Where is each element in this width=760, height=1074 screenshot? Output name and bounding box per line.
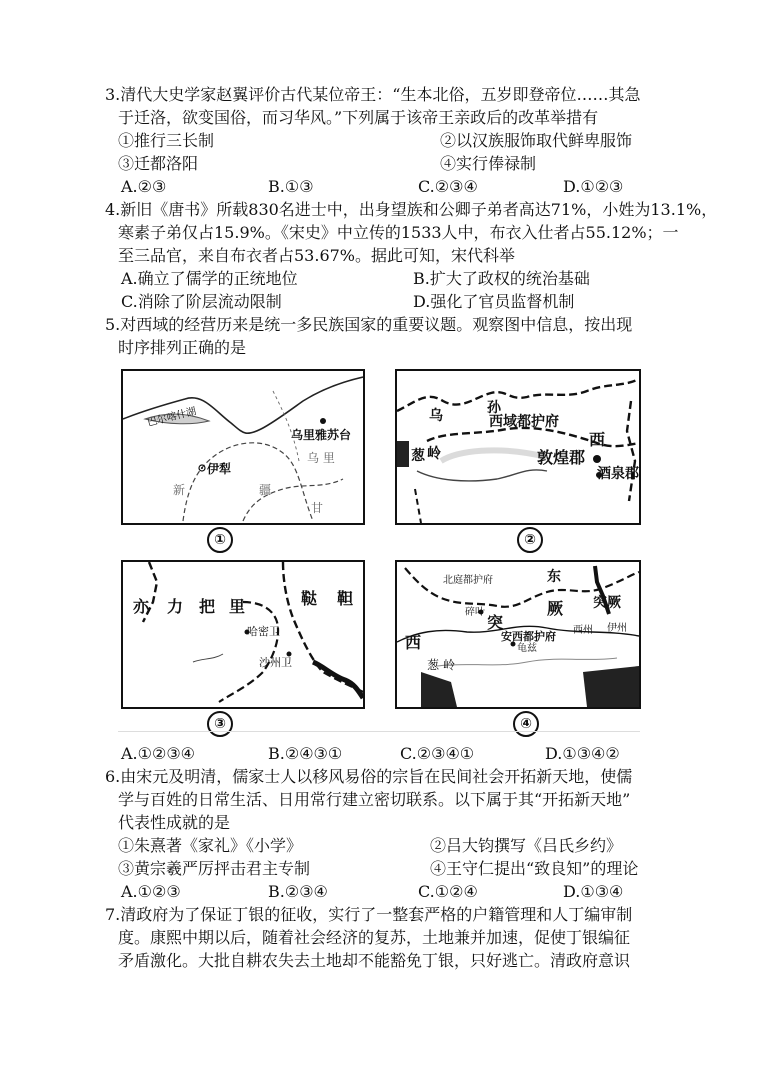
q5-stem-line-2: 时序排列正确的是 <box>118 338 247 357</box>
map-4-label-anxi: 安西都护府 <box>501 630 556 643</box>
map-3-wei-border <box>219 597 278 702</box>
q4-stem-line-3: 至三品官，来自布衣者占53.67%。据此可知，宋代科举 <box>118 246 516 265</box>
map-2-border-north <box>397 379 639 411</box>
q3-stem-line-2: 于迁洛，欲变国俗，而习华风。”下列属于该帝王亲政后的改革举措有 <box>118 108 599 127</box>
map-1-number: ① <box>207 527 233 553</box>
map-3-label-shazhou: 沙州卫 <box>259 656 292 669</box>
map-4-number: ④ <box>513 711 539 737</box>
q5-choice-a[interactable]: A.①②③④ <box>121 744 196 763</box>
map-2-label-sun: 孙 <box>487 400 501 416</box>
q5-choice-b[interactable]: B.②④③① <box>268 744 343 763</box>
q3-choice-a[interactable]: A.②③ <box>121 177 167 196</box>
map-1-label-jiang: 疆 <box>259 483 272 497</box>
q6-item-2: ②吕大钧撰写《吕氏乡约》 <box>430 836 623 855</box>
map-4-dark-region <box>421 672 457 707</box>
map-4-river <box>437 658 617 666</box>
q6-item-3: ③黄宗羲严厉抨击君主专制 <box>118 859 311 878</box>
map-3-label-da: 鞑 <box>301 589 318 608</box>
map-2-edge-mark <box>397 441 409 467</box>
q3-choice-d[interactable]: D.①②③ <box>563 177 624 196</box>
map-3-label-hami: 哈密卫 <box>247 625 280 638</box>
map-1-label-lake: 巴尔喀什湖 <box>146 406 198 429</box>
map-4-label-jue: 厥 <box>547 599 564 618</box>
map-2-label-xi: 西 <box>589 430 606 449</box>
map-1-region-line <box>243 479 343 521</box>
q6-choice-a[interactable]: A.①②③ <box>121 882 181 901</box>
q6-item-1: ①朱熹著《家礼》《小学》 <box>118 836 303 855</box>
map-2-border-south <box>415 489 421 523</box>
map-1-drawing <box>123 371 363 523</box>
map-2-label-protectorate: 西域都护府 <box>489 414 559 430</box>
map-4-label-xizhou: 西州 <box>573 625 593 636</box>
map-4-label-beiting: 北庭都护府 <box>443 575 493 586</box>
q6-stem-line-3: 代表性成就的是 <box>118 813 231 832</box>
map-3-number: ③ <box>207 711 233 737</box>
map-3-label-ba: 把 <box>199 597 216 616</box>
map-2-river <box>417 470 547 481</box>
q4-stem-line-2: 寒素子弟仅占15.9%。《宋史》中立传的1533人中，布衣入仕者占55.12%；一 <box>118 223 679 242</box>
map-3-label-dan: 靼 <box>337 589 354 608</box>
map-2-label-cong: 葱 <box>411 448 425 464</box>
map-2-border-east <box>627 401 635 501</box>
map-3-label-li: 力 <box>167 597 184 616</box>
map-3 <box>121 560 365 709</box>
q5-choice-c[interactable]: C.②③④① <box>400 744 475 763</box>
map-3-border-east <box>283 562 363 692</box>
map-1-label-xin: 新 <box>173 483 186 497</box>
q3-item-4: ④实行俸禄制 <box>440 154 537 173</box>
map-2-tarim-shade <box>441 450 547 461</box>
map-2-label-dunhuang: 敦煌郡 <box>537 448 586 467</box>
map-1-label-uli: 乌 里 <box>307 451 335 465</box>
uliastai-dot <box>320 418 326 424</box>
map-1-label-yili: 伊犁 <box>207 462 232 476</box>
q6-choice-c[interactable]: C.①②④ <box>418 882 478 901</box>
q7-stem-line-3: 矛盾激化。大批自耕农失去土地却不能豁免丁银，只好逃亡。清政府意识 <box>118 951 631 970</box>
map-2-label-ling: 岭 <box>427 446 441 462</box>
map-3-label-li2: 里 <box>229 597 246 616</box>
map-4-label-yizhou: 伊州 <box>607 623 627 634</box>
map-2-label-wu: 乌 <box>429 408 443 424</box>
q4-choice-d[interactable]: D.强化了官员监督机制 <box>413 292 575 311</box>
map-1-label-uliastai: 乌里雅苏台 <box>291 428 352 442</box>
map-4-label-qiuci: 龟兹 <box>517 643 537 654</box>
q3-stem-line-1: 3.清代大史学家赵翼评价古代某位帝王：“生本北俗，五岁即登帝位……其急 <box>105 85 641 104</box>
q5-choice-d[interactable]: D.①③④② <box>545 744 620 763</box>
map-4-label-ling: 岭 <box>443 658 456 672</box>
map-1-inner-line <box>273 391 299 461</box>
q3-item-2: ②以汉族服饰取代鲜卑服饰 <box>440 131 633 150</box>
q6-stem-line-2: 学与百姓的日常生活、日用常行建立密切联系。以下属于其“开拓新天地” <box>118 790 631 809</box>
q6-choice-b[interactable]: B.②③④ <box>268 882 328 901</box>
map-1-province-line <box>183 443 313 521</box>
map-3-drawing <box>123 562 363 707</box>
map-4-label-suiye: 碎叶 <box>465 607 485 618</box>
map-2 <box>395 369 641 525</box>
q4-choice-c[interactable]: C.消除了阶层流动限制 <box>121 292 282 311</box>
q7-stem-line-1: 7.清政府为了保证丁银的征收，实行了一整套严格的户籍管理和人丁编审制 <box>105 905 633 924</box>
q4-stem-line-1: 4.新旧《唐书》所载830名进士中，出身望族和公卿子弟者高达71%，小姓为13.1%， <box>105 200 718 219</box>
q6-item-4: ④王守仁提出“致良知”的理论 <box>430 859 639 878</box>
q4-choice-b[interactable]: B.扩大了政权的统治基础 <box>413 269 590 288</box>
divider <box>118 731 640 732</box>
yili-dot-center <box>201 467 203 469</box>
map-3-river <box>193 654 223 662</box>
map-4-dark-region-east <box>583 666 639 707</box>
map-4 <box>395 560 641 709</box>
map-1 <box>121 369 365 525</box>
q6-stem-line-1: 6.由宋元及明清，儒家士人以移风易俗的宗旨在民间社会开拓新天地，使儒 <box>105 767 633 786</box>
q7-stem-line-2: 度。康熙中期以后，随着社会经济的复苏，土地兼并加速，促使丁银编征 <box>118 928 631 947</box>
q6-choice-d[interactable]: D.①③④ <box>563 882 624 901</box>
q5-stem-line-1: 5.对西域的经营历来是统一多民族国家的重要议题。观察图中信息，按出现 <box>105 315 633 334</box>
map-4-label-dongtujue: 突厥 <box>593 595 621 611</box>
map-4-label-xi: 西 <box>405 633 422 652</box>
map-2-label-jiuquan: 酒泉郡 <box>597 466 639 482</box>
q3-choice-b[interactable]: B.①③ <box>268 177 314 196</box>
map-1-label-gan: 甘 <box>311 501 324 515</box>
map-4-label-tu: 突 <box>487 613 504 632</box>
q3-item-1: ①推行三长制 <box>118 131 215 150</box>
map-4-label-cong: 葱 <box>427 658 440 672</box>
map-2-border-mid <box>427 428 639 449</box>
map-3-label-yi: 亦 <box>133 597 150 616</box>
q4-choice-a[interactable]: A.确立了儒学的正统地位 <box>121 269 298 288</box>
map-2-number: ② <box>517 527 543 553</box>
q3-item-3: ③迁都洛阳 <box>118 154 199 173</box>
map-4-label-dong: 东 <box>547 569 561 585</box>
dunhuang-dot <box>593 455 601 463</box>
q3-choice-c[interactable]: C.②③④ <box>418 177 478 196</box>
